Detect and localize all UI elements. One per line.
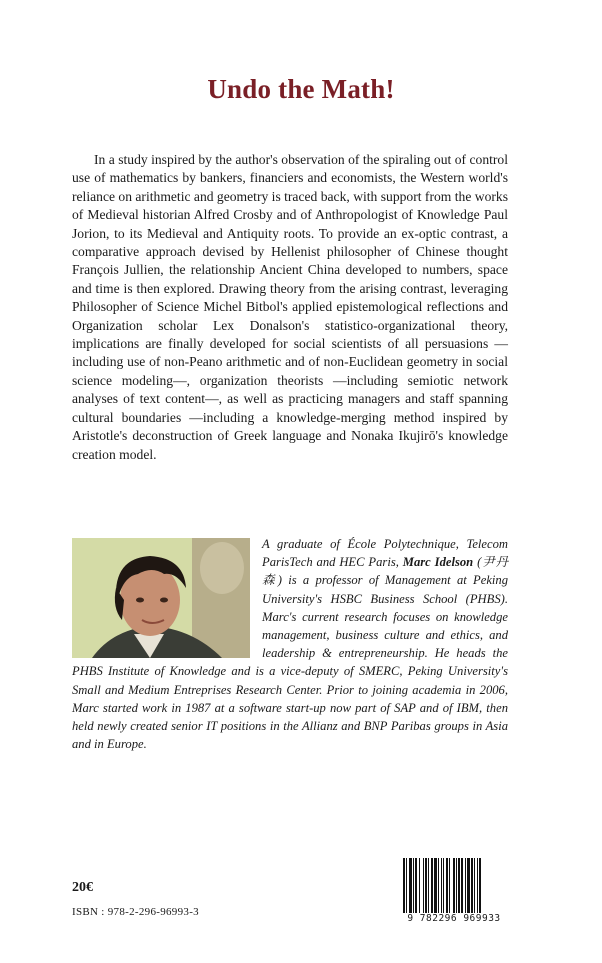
barcode-bar bbox=[431, 858, 433, 914]
barcode-bar bbox=[465, 858, 466, 914]
barcode bbox=[400, 858, 508, 922]
author-portrait bbox=[72, 538, 250, 658]
barcode-bar bbox=[453, 858, 455, 914]
barcode-bar bbox=[438, 858, 439, 914]
summary-paragraph: In a study inspired by the author's observation of the spiraling out of control use of mathematics by bankers, financiers and economists, the Western world's reliance on arithmetic and geometry is traced back, with support from the works of Medieval historian Alfred Crosby and of Anthropologist of Knowledge Paul Jorion, to its Medieval and Antiquity roots. To provide an ex-optic contrast, a comparative approach devised by Hellenist philosopher of Chinese thought François Jullien, the relationship Ancient China developed to numbers, space and time is then explored. Drawing theory from the arising contrast, leveraging Philosopher of Science Michel Bitbol's applied epistemological reflections and Organization scholar Lex Donalson's statistico-organizational theory, implications are finally developed for social scientists of all persuasions —including use of non-Peano arithmetic and of non-Euclidean geometry in social science modeling—, organization theorists —including semiotic network analyses of text content—, as well as practicing managers and staff spanning cultural boundaries —including a knowledge-merging method inspired by Aristotle's deconstruction of Greek language and Nonaka Ikujirō's knowledge creation model. bbox=[72, 152, 508, 462]
author-chinese-name: (尹丹森) bbox=[262, 555, 508, 588]
barcode-bar bbox=[456, 858, 457, 914]
barcode-bar bbox=[458, 858, 460, 914]
barcode-bar bbox=[434, 858, 437, 914]
barcode-bar bbox=[409, 858, 412, 914]
barcode-bar bbox=[477, 858, 478, 914]
barcode-bar bbox=[415, 858, 417, 914]
barcode-bar bbox=[403, 858, 405, 914]
isbn: ISBN : 978-2-296-96993-3 bbox=[72, 906, 199, 918]
barcode-bars bbox=[400, 858, 508, 914]
barcode-bar bbox=[467, 858, 470, 914]
bio-intro: A graduate of École Polytechnique, Telecom ParisTech and HEC Paris, bbox=[262, 537, 508, 570]
book-summary bbox=[72, 151, 508, 464]
bio-rest: is a professor of Management at Peking University's HSBC Business School (PHBS). Marc's current research focuses on knowledge management, business culture and ethics, and leadership & entrepreneurship. He heads the PHBS Institute of Knowledge and is a vice-deputy of SMERC, Peking University's Small and Medium Entreprises Research Center. Prior to joining academia in 2006, Marc started work in 1987 at a software start-up now part of SAP and of IBM, then held newly created senior IT positions in the Allianz and BNP Paribas groups in Asia and in Europe. bbox=[72, 573, 508, 752]
barcode-bar bbox=[419, 858, 420, 914]
barcode-digits: 9 782296 969933 bbox=[400, 913, 508, 924]
author-bio bbox=[72, 535, 508, 753]
author-name: Marc Idelson bbox=[402, 555, 474, 570]
barcode-bar bbox=[406, 858, 407, 914]
barcode-bar bbox=[479, 858, 481, 914]
price: 20€ bbox=[72, 880, 93, 895]
barcode-bar bbox=[443, 858, 444, 914]
barcode-bar bbox=[441, 858, 442, 914]
barcode-bar bbox=[461, 858, 463, 914]
barcode-bar bbox=[423, 858, 424, 914]
barcode-bar bbox=[428, 858, 429, 914]
author-photo-illustration bbox=[72, 538, 250, 658]
book-title: Undo the Math! bbox=[207, 74, 395, 104]
barcode-bar bbox=[425, 858, 427, 914]
barcode-bar bbox=[449, 858, 450, 914]
barcode-bar bbox=[474, 858, 475, 914]
barcode-bar bbox=[446, 858, 448, 914]
barcode-bar bbox=[413, 858, 414, 914]
barcode-bar bbox=[471, 858, 473, 914]
